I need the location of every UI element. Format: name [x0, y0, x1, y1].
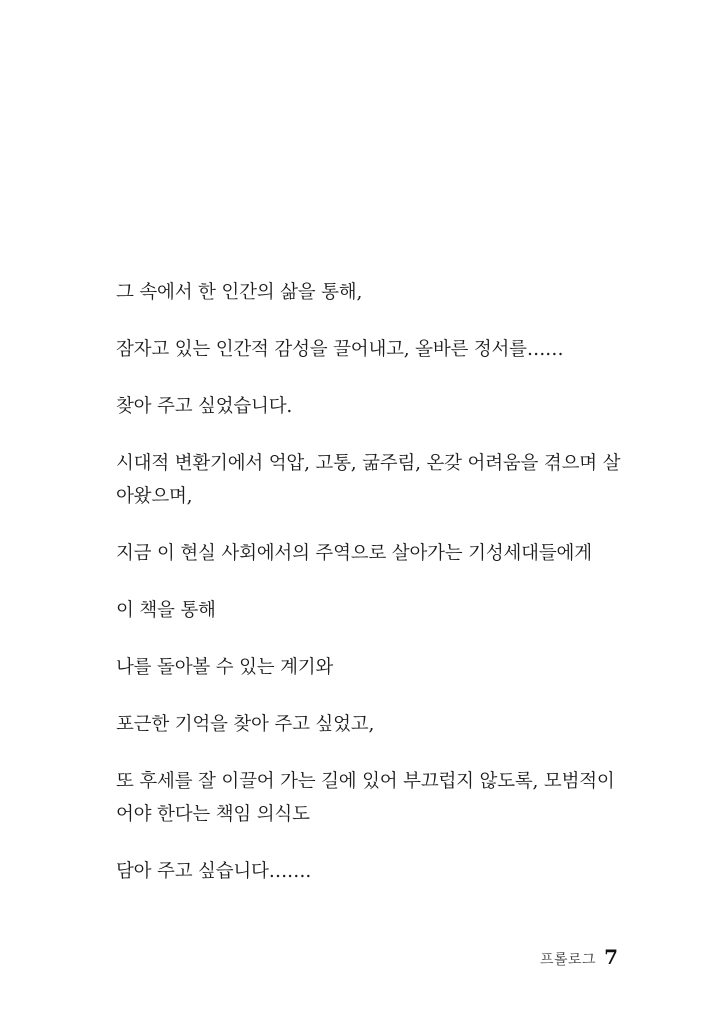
body-text-line: 지금 이 현실 사회에서의 주역으로 살아가는 기성세대들에게	[116, 543, 592, 564]
body-text-line: 찾아 주고 싶었습니다.	[116, 396, 293, 417]
page-footer	[540, 945, 618, 969]
body-text-line: 그 속에서 한 인간의 삶을 통해,	[116, 282, 363, 303]
page-number: 7	[604, 945, 618, 969]
body-text-line: 아왔으며,	[116, 486, 193, 507]
body-text-line: 이 책을 통해	[116, 600, 216, 621]
body-text-line: 담아 주고 싶습니다…….	[116, 861, 312, 882]
body-text-line: 포근한 기억을 찾아 주고 싶었고,	[116, 714, 375, 735]
section-label: 프롤로그	[539, 952, 597, 968]
body-text-line: 시대적 변환기에서 억압, 고통, 굶주림, 온갖 어려움을 겪으며 살	[116, 453, 621, 474]
body-text-line: 나를 돌아볼 수 있는 계기와	[116, 657, 334, 678]
body-text-line: 어야 한다는 책임 의식도	[116, 804, 310, 825]
body-text-line: 잠자고 있는 인간적 감성을 끌어내고, 올바른 정서를……	[116, 339, 564, 360]
body-text-line: 또 후세를 잘 이끌어 가는 길에 있어 부끄럽지 않도록, 모범적이	[116, 771, 615, 792]
